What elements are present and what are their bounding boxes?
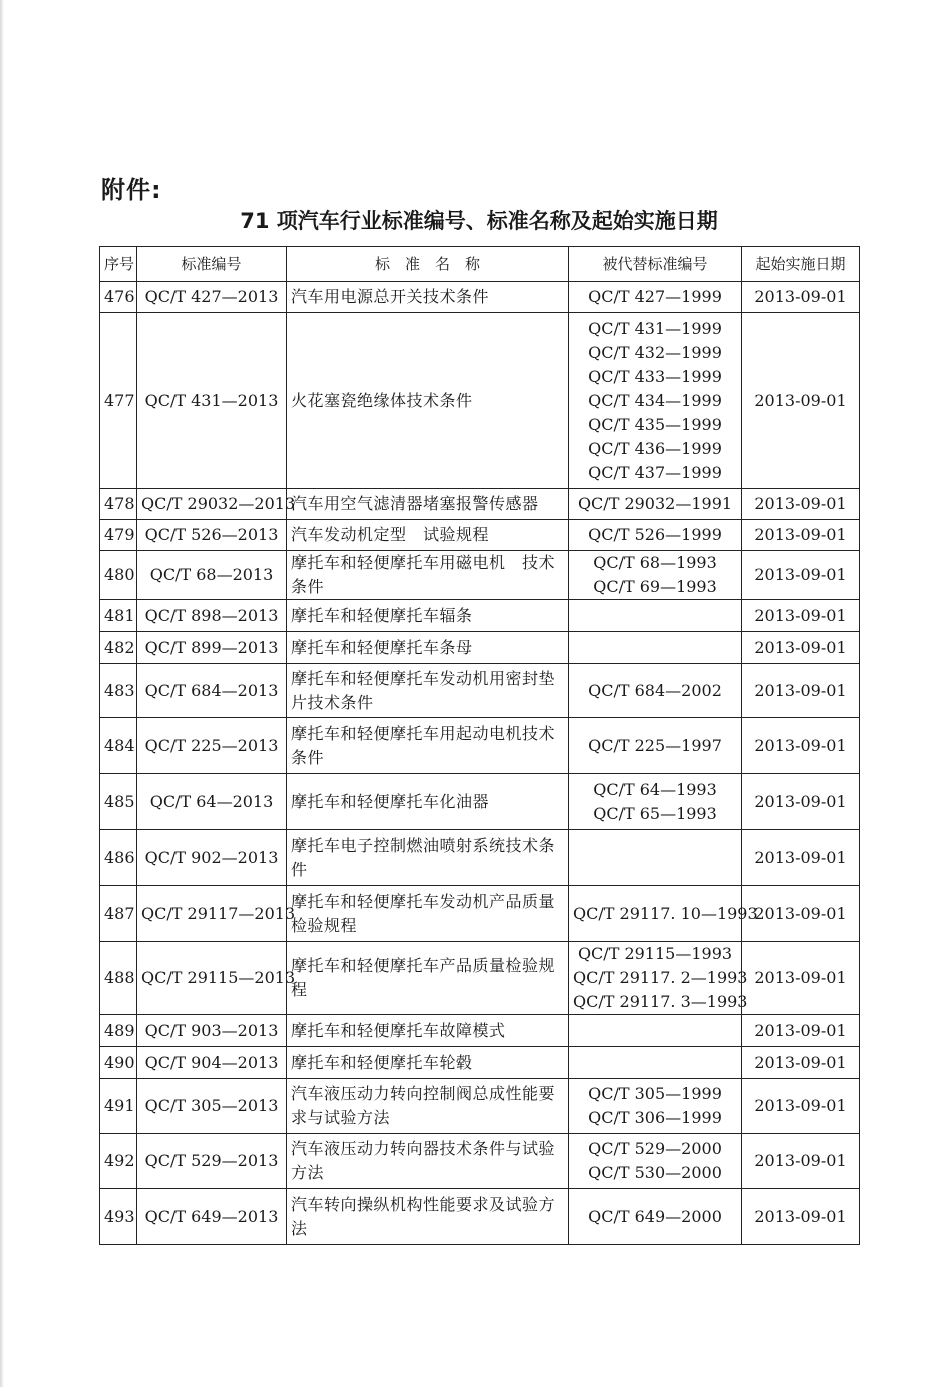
row-date-cell: 2013-09-01 bbox=[742, 1189, 860, 1245]
row-name-cell: 摩托车和轻便摩托车用磁电机 技术条件 bbox=[287, 551, 569, 600]
row-replaced-cell bbox=[569, 1047, 742, 1079]
row-code-cell: QC/T 903—2013 bbox=[137, 1015, 287, 1047]
replaced-standard-code: QC/T 69—1993 bbox=[593, 577, 717, 596]
table-row bbox=[100, 600, 860, 632]
row-replaced-cell bbox=[569, 520, 742, 551]
row-replaced-cell bbox=[569, 1015, 742, 1047]
replaced-standard-code: QC/T 529—2000 bbox=[588, 1139, 722, 1158]
table-header-row bbox=[100, 247, 860, 282]
replaced-standard-code: QC/T 436—1999 bbox=[588, 438, 722, 458]
header-replaced: 被代替标准编号 bbox=[569, 247, 742, 282]
row-replaced-cell bbox=[569, 551, 742, 600]
row-seq-cell: 479 bbox=[100, 520, 137, 551]
table-row bbox=[100, 282, 860, 313]
row-seq-cell: 493 bbox=[100, 1189, 137, 1245]
row-code-cell: QC/T 902—2013 bbox=[137, 830, 287, 886]
row-seq-cell: 478 bbox=[100, 489, 137, 520]
table-row bbox=[100, 489, 860, 520]
row-code-cell: QC/T 899—2013 bbox=[137, 632, 287, 664]
row-code-cell: QC/T 64—2013 bbox=[137, 774, 287, 830]
row-seq-cell: 486 bbox=[100, 830, 137, 886]
replaced-standard-code: QC/T 526—1999 bbox=[588, 525, 722, 544]
row-code-cell: QC/T 684—2013 bbox=[137, 664, 287, 718]
row-seq-cell: 481 bbox=[100, 600, 137, 632]
table-row bbox=[100, 632, 860, 664]
row-replaced-cell bbox=[569, 1079, 742, 1134]
table-row bbox=[100, 718, 860, 774]
row-date-cell: 2013-09-01 bbox=[742, 313, 860, 489]
row-seq-cell: 477 bbox=[100, 313, 137, 489]
row-code-cell: QC/T 649—2013 bbox=[137, 1189, 287, 1245]
row-seq-cell: 489 bbox=[100, 1015, 137, 1047]
header-seq: 序号 bbox=[100, 247, 137, 282]
table-row bbox=[100, 551, 860, 600]
row-date-cell: 2013-09-01 bbox=[742, 1134, 860, 1189]
replaced-standard-code: QC/T 649—2000 bbox=[588, 1206, 722, 1226]
row-seq-cell: 480 bbox=[100, 551, 137, 600]
row-code-cell: QC/T 305—2013 bbox=[137, 1079, 287, 1134]
row-date-cell: 2013-09-01 bbox=[742, 1079, 860, 1134]
row-name-cell: 摩托车电子控制燃油喷射系统技术条件 bbox=[287, 830, 569, 886]
replaced-standard-code: QC/T 437—1999 bbox=[588, 462, 722, 482]
table-row bbox=[100, 313, 860, 489]
row-replaced-cell bbox=[569, 718, 742, 774]
row-name-cell: 汽车液压动力转向器技术条件与试验方法 bbox=[287, 1134, 569, 1189]
row-name-cell: 摩托车和轻便摩托车辐条 bbox=[287, 600, 569, 632]
row-seq-cell: 490 bbox=[100, 1047, 137, 1079]
replaced-standard-code: QC/T 305—1999 bbox=[588, 1084, 722, 1103]
table-row bbox=[100, 520, 860, 551]
row-name-cell: 汽车转向操纵机构性能要求及试验方法 bbox=[287, 1189, 569, 1245]
replaced-standard-code: QC/T 432—1999 bbox=[588, 342, 722, 362]
row-replaced-cell bbox=[569, 942, 748, 1015]
row-replaced-cell bbox=[569, 886, 758, 942]
replaced-standard-code: QC/T 29117. 2—1993 bbox=[573, 968, 748, 987]
row-code-cell: QC/T 29115—2013 bbox=[137, 942, 287, 1015]
table-body bbox=[100, 282, 860, 1245]
table-row bbox=[100, 942, 860, 1015]
row-date-cell: 2013-09-01 bbox=[742, 1015, 860, 1047]
row-name-cell: 汽车液压动力转向控制阀总成性能要求与试验方法 bbox=[287, 1079, 569, 1134]
row-name-cell: 摩托车和轻便摩托车发动机用密封垫片技术条件 bbox=[287, 664, 569, 718]
table-row bbox=[100, 1189, 860, 1245]
row-date-cell: 2013-09-01 bbox=[742, 718, 860, 774]
row-name-cell: 摩托车和轻便摩托车故障模式 bbox=[287, 1015, 569, 1047]
replaced-standard-code: QC/T 65—1993 bbox=[593, 803, 717, 823]
row-name-cell: 摩托车和轻便摩托车产品质量检验规程 bbox=[287, 942, 569, 1015]
replaced-standard-code: QC/T 427—1999 bbox=[588, 287, 722, 306]
replaced-standard-code: QC/T 29032—1991 bbox=[577, 494, 733, 513]
replaced-standard-code: QC/T 684—2002 bbox=[588, 680, 722, 700]
row-code-cell: QC/T 526—2013 bbox=[137, 520, 287, 551]
row-replaced-cell bbox=[569, 774, 742, 830]
row-replaced-cell bbox=[569, 600, 742, 632]
row-code-cell: QC/T 68—2013 bbox=[137, 551, 287, 600]
row-replaced-cell bbox=[569, 1189, 742, 1245]
row-code-cell: QC/T 431—2013 bbox=[137, 313, 287, 489]
row-code-cell: QC/T 898—2013 bbox=[137, 600, 287, 632]
replaced-standard-code: QC/T 431—1999 bbox=[588, 318, 722, 338]
row-name-cell: 摩托车和轻便摩托车条母 bbox=[287, 632, 569, 664]
row-replaced-cell bbox=[569, 282, 742, 313]
row-replaced-cell bbox=[569, 830, 742, 886]
table-row bbox=[100, 774, 860, 830]
row-date-cell: 2013-09-01 bbox=[742, 664, 860, 718]
row-date-cell: 2013-09-01 bbox=[742, 942, 860, 1015]
row-name-cell: 火花塞瓷绝缘体技术条件 bbox=[287, 313, 569, 489]
row-code-cell: QC/T 29117—2013 bbox=[137, 886, 287, 942]
replaced-standard-code: QC/T 433—1999 bbox=[588, 366, 722, 386]
row-name-cell: 汽车用电源总开关技术条件 bbox=[287, 282, 569, 313]
row-seq-cell: 482 bbox=[100, 632, 137, 664]
replaced-standard-code: QC/T 306—1999 bbox=[588, 1108, 722, 1127]
replaced-standard-code: QC/T 434—1999 bbox=[588, 390, 722, 410]
row-name-cell: 摩托车和轻便摩托车化油器 bbox=[287, 774, 569, 830]
table-row bbox=[100, 1047, 860, 1079]
row-name-cell: 汽车用空气滤清器堵塞报警传感器 bbox=[287, 489, 569, 520]
row-date-cell: 2013-09-01 bbox=[742, 489, 860, 520]
row-date-cell: 2013-09-01 bbox=[742, 1047, 860, 1079]
replaced-standard-code: QC/T 225—1997 bbox=[588, 735, 722, 755]
row-seq-cell: 488 bbox=[100, 942, 137, 1015]
replaced-standard-code: QC/T 435—1999 bbox=[588, 414, 722, 434]
header-date: 起始实施日期 bbox=[742, 247, 860, 282]
row-replaced-cell bbox=[569, 313, 742, 489]
replaced-standard-code: QC/T 64—1993 bbox=[593, 779, 717, 799]
row-code-cell: QC/T 529—2013 bbox=[137, 1134, 287, 1189]
table-row bbox=[100, 1079, 860, 1134]
replaced-standard-code: QC/T 68—1993 bbox=[593, 553, 717, 572]
header-code: 标准编号 bbox=[137, 247, 287, 282]
replaced-standard-code: QC/T 530—2000 bbox=[588, 1163, 722, 1182]
row-seq-cell: 491 bbox=[100, 1079, 137, 1134]
header-name: 标 准 名 称 bbox=[287, 247, 569, 282]
replaced-standard-code: QC/T 29117. 3—1993 bbox=[573, 992, 748, 1011]
row-replaced-cell bbox=[569, 664, 742, 718]
row-date-cell: 2013-09-01 bbox=[742, 282, 860, 313]
row-date-cell: 2013-09-01 bbox=[742, 830, 860, 886]
row-replaced-cell bbox=[569, 1134, 742, 1189]
annex-label: 附件: bbox=[101, 176, 162, 204]
row-date-cell: 2013-09-01 bbox=[742, 520, 860, 551]
table-row bbox=[100, 664, 860, 718]
row-replaced-cell bbox=[569, 632, 742, 664]
row-replaced-cell bbox=[569, 489, 742, 520]
row-seq-cell: 484 bbox=[100, 718, 137, 774]
row-code-cell: QC/T 225—2013 bbox=[137, 718, 287, 774]
row-name-cell: 摩托车和轻便摩托车发动机产品质量检验规程 bbox=[287, 886, 569, 942]
row-name-cell: 汽车发动机定型 试验规程 bbox=[287, 520, 569, 551]
replaced-standard-code: QC/T 29115—1993 bbox=[577, 944, 733, 963]
row-seq-cell: 483 bbox=[100, 664, 137, 718]
row-code-cell: QC/T 427—2013 bbox=[137, 282, 287, 313]
page-edge-shadow bbox=[0, 0, 4, 1387]
row-date-cell: 2013-09-01 bbox=[742, 886, 860, 942]
row-seq-cell: 476 bbox=[100, 282, 137, 313]
replaced-standard-code: QC/T 29117. 10—1993 bbox=[573, 903, 758, 923]
row-code-cell: QC/T 29032—2013 bbox=[137, 489, 287, 520]
table-row bbox=[100, 830, 860, 886]
row-seq-cell: 485 bbox=[100, 774, 137, 830]
table-row bbox=[100, 1015, 860, 1047]
row-name-cell: 摩托车和轻便摩托车用起动电机技术条件 bbox=[287, 718, 569, 774]
row-date-cell: 2013-09-01 bbox=[742, 551, 860, 600]
row-seq-cell: 487 bbox=[100, 886, 137, 942]
row-name-cell: 摩托车和轻便摩托车轮毂 bbox=[287, 1047, 569, 1079]
document-title: 71 项汽车行业标准编号、标准名称及起始实施日期 bbox=[240, 209, 718, 233]
standards-table bbox=[99, 246, 860, 1245]
table-row bbox=[100, 1134, 860, 1189]
table-row bbox=[100, 886, 860, 942]
row-date-cell: 2013-09-01 bbox=[742, 774, 860, 830]
row-date-cell: 2013-09-01 bbox=[742, 632, 860, 664]
row-code-cell: QC/T 904—2013 bbox=[137, 1047, 287, 1079]
row-seq-cell: 492 bbox=[100, 1134, 137, 1189]
row-date-cell: 2013-09-01 bbox=[742, 600, 860, 632]
